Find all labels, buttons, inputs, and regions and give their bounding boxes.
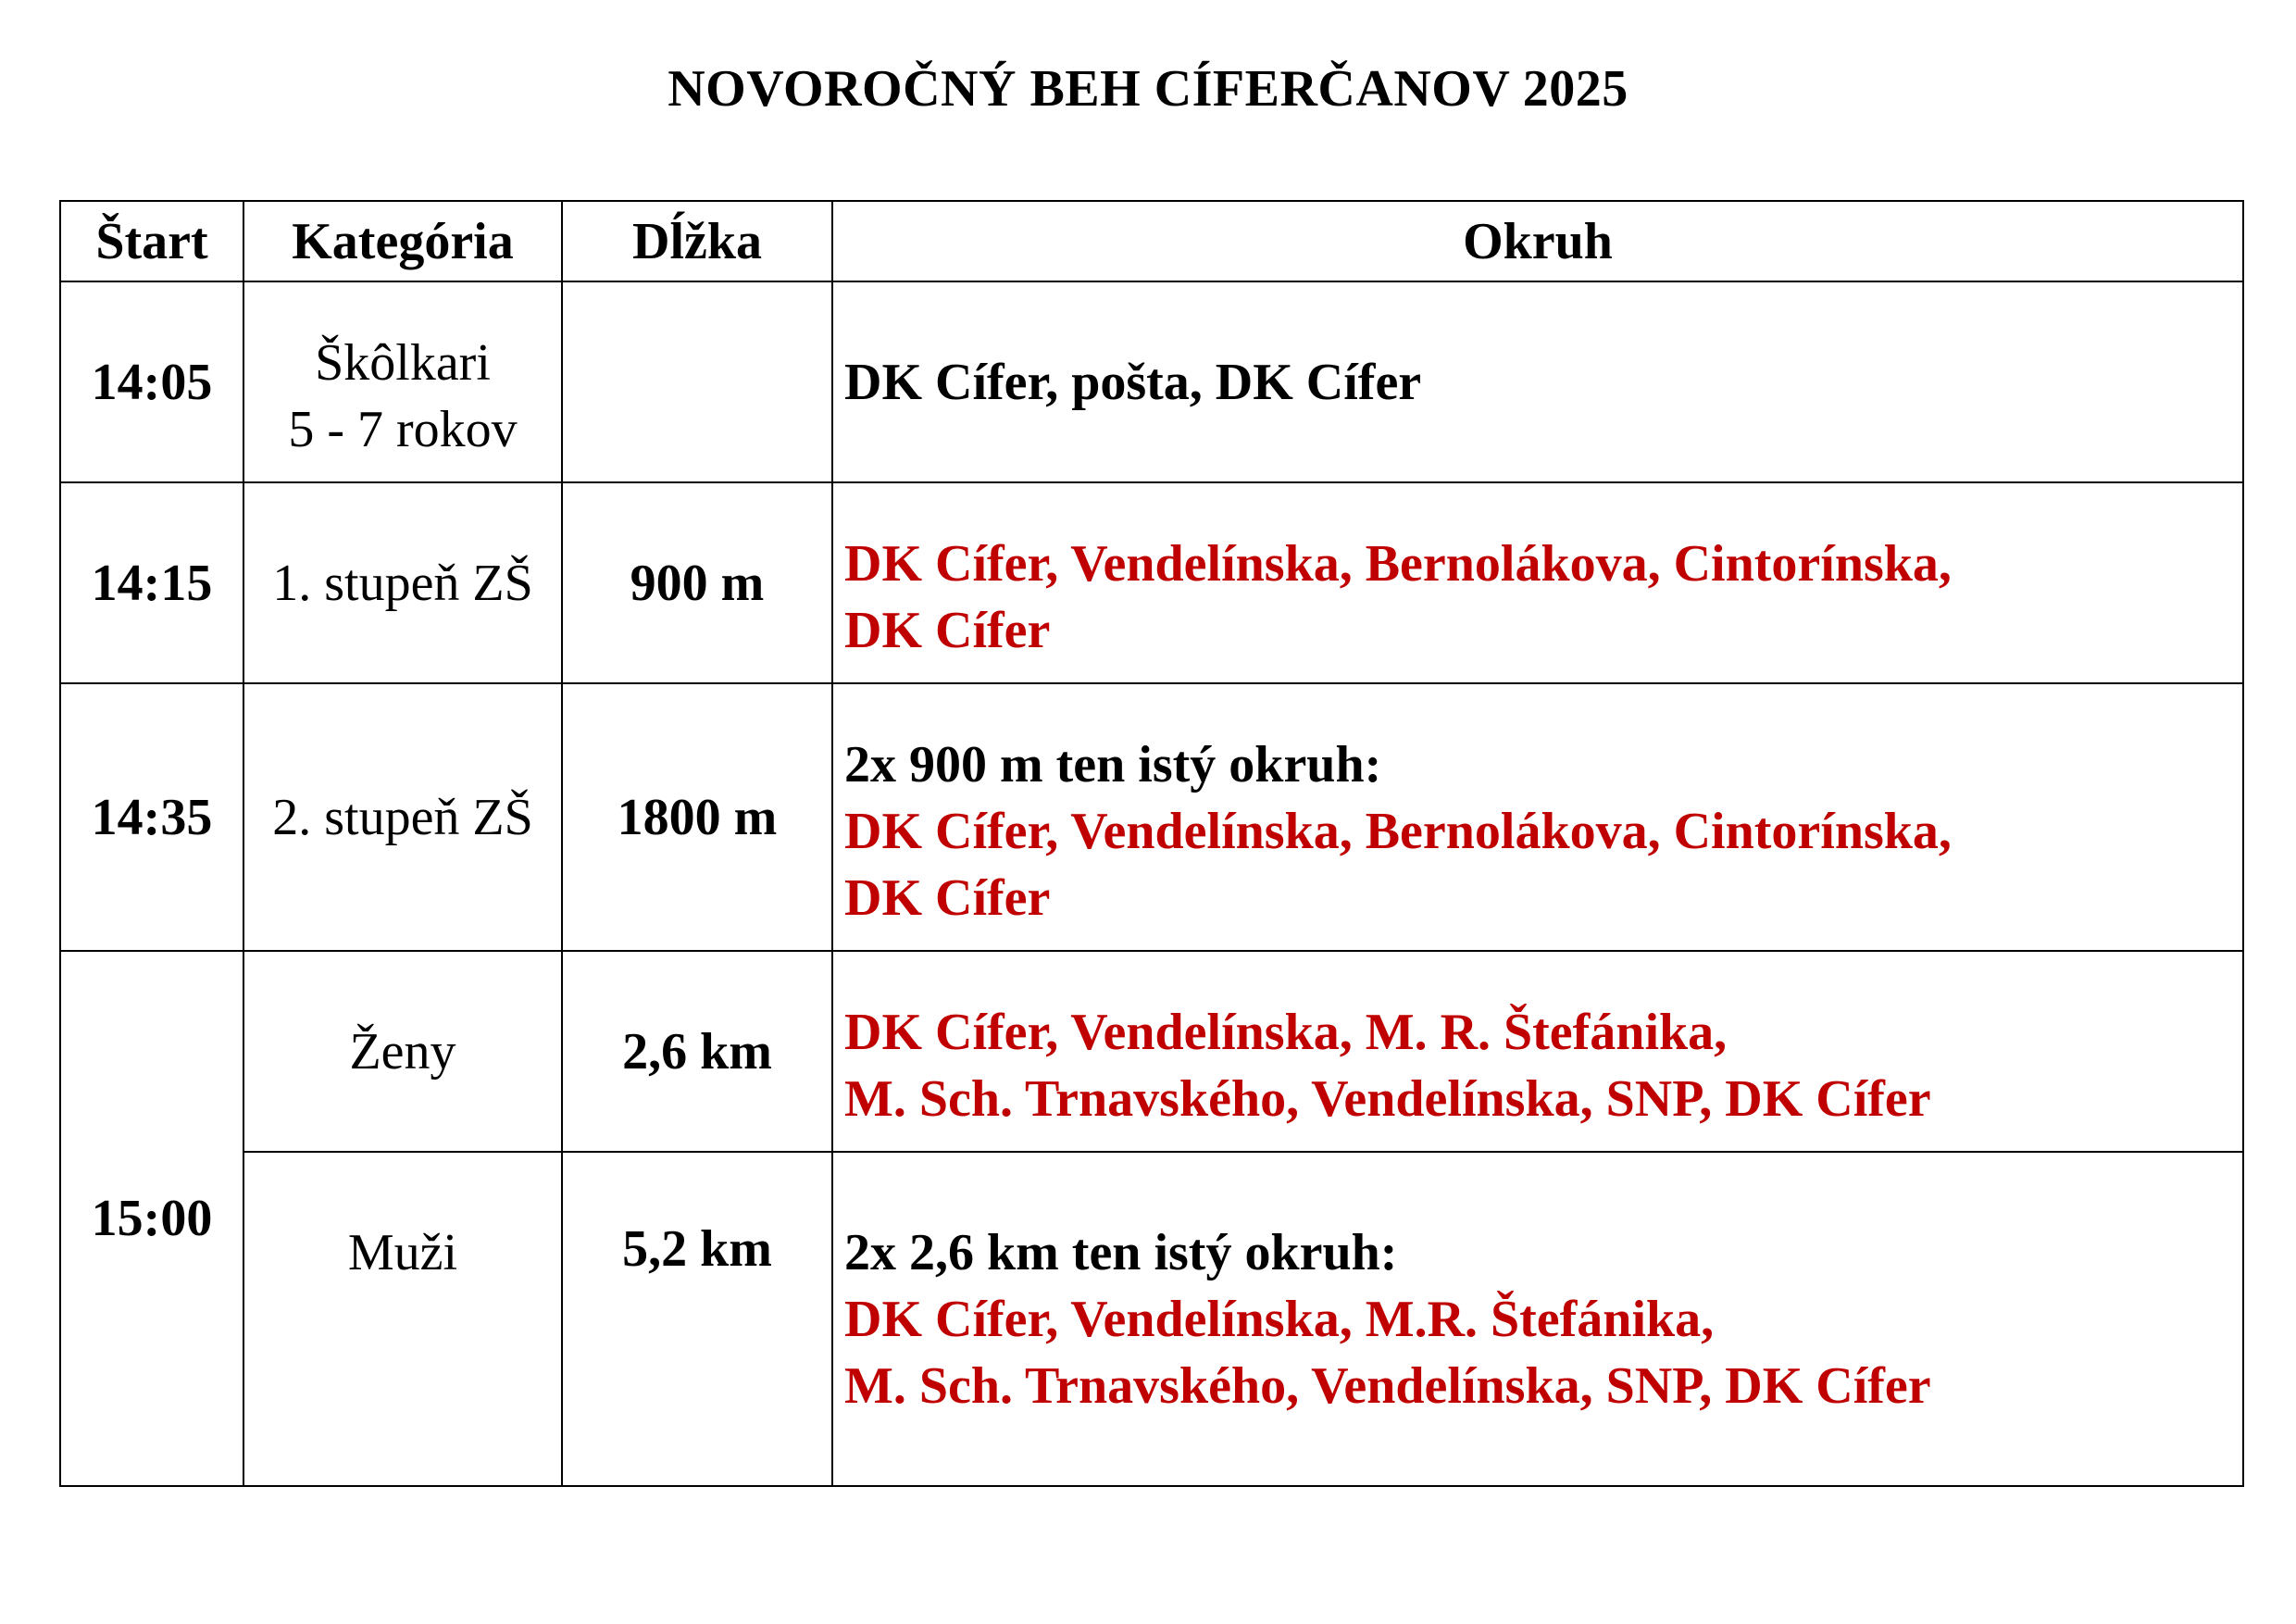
route-cell	[832, 1152, 2243, 1486]
route-line: DK Cífer, Vendelínska, M. R. Štefánika,	[844, 1003, 1728, 1061]
start-time: 15:00	[60, 951, 243, 1486]
category-line: 2. stupeň ZŠ	[272, 788, 533, 846]
start-time: 14:35	[60, 683, 243, 951]
category-cell	[243, 482, 562, 683]
category-cell	[243, 951, 562, 1152]
header-route: Okruh	[832, 201, 2243, 281]
category-line: 1. stupeň ZŠ	[272, 554, 533, 612]
category-line: Ženy	[349, 1022, 456, 1081]
route-line: DK Cífer	[844, 601, 1051, 659]
page-title: NOVOROČNÝ BEH CÍFERČANOV 2025	[668, 60, 1628, 118]
route-line: DK Cífer, Vendelínska, M.R. Štefánika,	[844, 1291, 1715, 1348]
category-cell	[243, 683, 562, 951]
table-row	[60, 1152, 2243, 1486]
category-line: 5 - 7 rokov	[288, 400, 518, 458]
length-cell: 1800 m	[562, 683, 832, 951]
route-cell	[832, 482, 2243, 683]
category-cell	[243, 281, 562, 482]
table-row	[60, 281, 2243, 482]
route-line: DK Cífer, pošta, DK Cífer	[844, 353, 1422, 411]
route-cell	[832, 281, 2243, 482]
length-cell: 900 m	[562, 482, 832, 683]
header-category: Kategória	[243, 201, 562, 281]
route-line: M. Sch. Trnavského, Vendelínska, SNP, DK Cífer	[844, 1357, 1931, 1415]
start-time: 14:15	[60, 482, 243, 683]
route-cell	[832, 951, 2243, 1152]
route-line: DK Cífer, Vendelínska, Bernolákova, Cintorínska,	[844, 802, 1952, 860]
length-cell: 5,2 km	[562, 1152, 832, 1486]
table-row	[60, 482, 2243, 683]
route-line: 2x 2,6 km ten istý okruh:	[844, 1224, 1398, 1281]
category-line: Muži	[347, 1224, 458, 1281]
route-line: DK Cífer, Vendelínska, Bernolákova, Cintorínska,	[844, 534, 1952, 593]
length-cell: 2,6 km	[562, 951, 832, 1152]
category-line: Škôlkari	[315, 333, 491, 392]
length-cell	[562, 281, 832, 482]
route-line: DK Cífer	[844, 868, 1051, 927]
race-schedule-table	[59, 200, 2244, 1487]
header-length: Dĺžka	[562, 201, 832, 281]
route-line: 2x 900 m ten istý okruh:	[844, 735, 1382, 793]
start-time: 14:05	[60, 281, 243, 482]
category-cell	[243, 1152, 562, 1486]
table-row	[60, 683, 2243, 951]
table-header-row	[60, 201, 2243, 281]
route-cell	[832, 683, 2243, 951]
header-start: Štart	[60, 201, 243, 281]
table-row	[60, 951, 2243, 1152]
route-line: M. Sch. Trnavského, Vendelínska, SNP, DK Cífer	[844, 1069, 1931, 1128]
